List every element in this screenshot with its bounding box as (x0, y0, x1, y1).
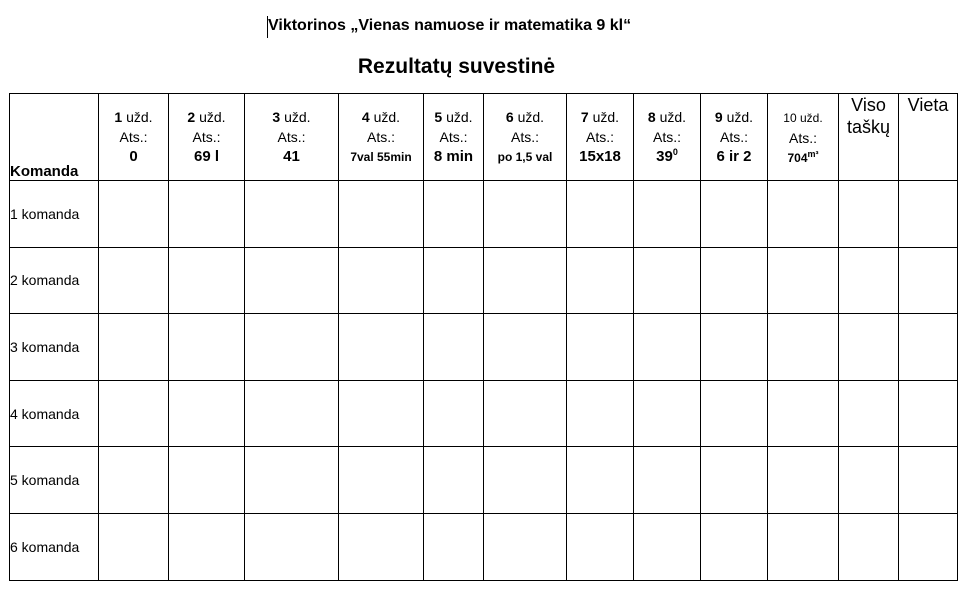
score-cell[interactable] (839, 380, 899, 447)
score-cell[interactable] (839, 513, 899, 580)
score-cell[interactable] (339, 247, 424, 314)
answer-label: Ats.: (510, 129, 539, 145)
score-cell[interactable] (567, 513, 634, 580)
score-cell[interactable] (701, 181, 768, 248)
answer-label: Ats.: (652, 129, 681, 145)
task-answer: 704 (787, 150, 808, 165)
score-cell[interactable] (768, 314, 839, 381)
task-number: 7 (580, 109, 589, 125)
task-answer: 41 (283, 148, 300, 165)
score-cell[interactable] (169, 314, 245, 381)
task-answer: 7val 55min (350, 150, 412, 164)
score-cell[interactable] (169, 380, 245, 447)
task-1-header (99, 94, 169, 181)
score-cell[interactable] (99, 247, 169, 314)
score-cell[interactable] (339, 181, 424, 248)
score-cell[interactable] (634, 181, 701, 248)
task-label: užd. (517, 109, 545, 125)
answer-label: Ats.: (585, 129, 614, 145)
task-answer: 39 (656, 148, 673, 165)
total-points-header (839, 94, 899, 181)
score-cell[interactable] (245, 181, 339, 248)
score-cell[interactable] (424, 447, 484, 514)
task-7-header (567, 94, 634, 181)
task-number: 9 (714, 109, 723, 125)
score-cell[interactable] (99, 181, 169, 248)
team-name: 6 komanda (10, 513, 99, 580)
team-name: 3 komanda (10, 314, 99, 381)
score-cell[interactable] (634, 314, 701, 381)
score-cell[interactable] (768, 181, 839, 248)
total-points-label-line2: taškų (846, 117, 891, 137)
score-cell[interactable] (424, 247, 484, 314)
score-cell[interactable] (634, 380, 701, 447)
task-label: užd. (284, 109, 311, 125)
score-cell[interactable] (484, 447, 567, 514)
score-cell[interactable] (339, 314, 424, 381)
answer-label: Ats.: (719, 129, 748, 145)
task-number: 1 (114, 109, 123, 125)
team-row (10, 380, 958, 447)
task-answer-wrap (768, 148, 838, 168)
task-9-header (701, 94, 768, 181)
task-label: užd. (373, 109, 401, 125)
team-row (10, 447, 958, 514)
results-body (10, 181, 958, 581)
score-cell[interactable] (169, 513, 245, 580)
total-points-label-line1: Viso (851, 95, 886, 115)
task-number: 6 (505, 109, 514, 125)
score-cell[interactable] (701, 314, 768, 381)
answer-label: Ats.: (192, 129, 221, 145)
score-cell[interactable] (99, 513, 169, 580)
score-cell[interactable] (245, 314, 339, 381)
score-cell[interactable] (169, 247, 245, 314)
task-number: 5 (434, 109, 443, 125)
score-cell[interactable] (484, 513, 567, 580)
team-row (10, 314, 958, 381)
task-answer: 0 (129, 148, 138, 165)
score-cell[interactable] (484, 314, 567, 381)
answer-label: Ats.: (439, 129, 468, 145)
score-cell[interactable] (169, 447, 245, 514)
score-cell[interactable] (567, 181, 634, 248)
score-cell[interactable] (768, 447, 839, 514)
score-cell[interactable] (484, 247, 567, 314)
score-cell[interactable] (245, 447, 339, 514)
team-name: 4 komanda (10, 380, 99, 447)
task-label: užd. (199, 109, 226, 125)
team-name: 1 komanda (10, 181, 99, 248)
score-cell[interactable] (899, 181, 958, 248)
task-answer-wrap (634, 147, 700, 167)
task-label: užd. (446, 109, 473, 125)
task-answer: 15x18 (579, 148, 621, 165)
score-cell[interactable] (899, 447, 958, 514)
team-row (10, 247, 958, 314)
score-cell[interactable] (768, 513, 839, 580)
score-cell[interactable] (567, 380, 634, 447)
score-cell[interactable] (424, 380, 484, 447)
score-cell[interactable] (245, 513, 339, 580)
score-cell[interactable] (424, 314, 484, 381)
task-answer-superscript: m³ (807, 148, 819, 159)
answer-label: Ats.: (277, 129, 306, 145)
score-cell[interactable] (839, 181, 899, 248)
task-answer: po 1,5 val (497, 150, 553, 164)
score-cell[interactable] (99, 314, 169, 381)
task-number: 3 (272, 109, 281, 125)
task-number: 4 (361, 109, 370, 125)
document-subtitle: Rezultatų suvestinė (357, 55, 556, 78)
score-cell[interactable] (339, 380, 424, 447)
task-label: užd. (800, 110, 823, 125)
score-cell[interactable] (99, 380, 169, 447)
task-3-header (245, 94, 339, 181)
score-cell[interactable] (567, 247, 634, 314)
score-cell[interactable] (634, 247, 701, 314)
team-row (10, 513, 958, 580)
task-5-header (424, 94, 484, 181)
task-4-header (339, 94, 424, 181)
score-cell[interactable] (339, 513, 424, 580)
score-cell[interactable] (701, 247, 768, 314)
score-cell[interactable] (768, 380, 839, 447)
score-cell[interactable] (567, 314, 634, 381)
score-cell[interactable] (701, 447, 768, 514)
score-cell[interactable] (484, 380, 567, 447)
score-cell[interactable] (567, 447, 634, 514)
place-header: Vieta (899, 94, 958, 181)
score-cell[interactable] (899, 314, 958, 381)
task-answer: 69 l (193, 148, 220, 165)
score-cell[interactable] (245, 380, 339, 447)
score-cell[interactable] (899, 380, 958, 447)
score-cell[interactable] (339, 447, 424, 514)
task-answer: 8 min (433, 148, 474, 165)
task-number: 10 (783, 110, 797, 125)
task-number: 8 (647, 109, 656, 125)
answer-label: Ats.: (366, 129, 395, 145)
score-cell[interactable] (899, 513, 958, 580)
score-cell[interactable] (245, 247, 339, 314)
score-cell[interactable] (701, 513, 768, 580)
score-cell[interactable] (701, 380, 768, 447)
task-10-header (768, 94, 839, 181)
score-cell[interactable] (424, 181, 484, 248)
task-label: užd. (592, 109, 620, 125)
team-column-header: Komanda (10, 94, 99, 181)
score-cell[interactable] (634, 513, 701, 580)
score-cell[interactable] (768, 247, 839, 314)
task-label: užd. (726, 109, 754, 125)
task-answer: 6 ir 2 (716, 148, 752, 165)
score-cell[interactable] (839, 247, 899, 314)
task-label: užd. (126, 109, 153, 125)
answer-label: Ats.: (788, 129, 817, 146)
task-6-header (484, 94, 567, 181)
score-cell[interactable] (99, 447, 169, 514)
team-name: 2 komanda (10, 247, 99, 314)
score-cell[interactable] (484, 181, 567, 248)
task-8-header (634, 94, 701, 181)
team-row (10, 181, 958, 248)
task-2-header (169, 94, 245, 181)
task-number: 2 (187, 109, 196, 125)
score-cell[interactable] (169, 181, 245, 248)
team-name: 5 komanda (10, 447, 99, 514)
results-table (9, 93, 958, 581)
score-cell[interactable] (899, 247, 958, 314)
score-cell[interactable] (424, 513, 484, 580)
score-cell[interactable] (839, 314, 899, 381)
task-answer-superscript: 0 (672, 147, 678, 157)
task-label: užd. (659, 109, 687, 125)
header-row (10, 94, 958, 181)
score-cell[interactable] (839, 447, 899, 514)
answer-label: Ats.: (119, 129, 148, 145)
document-title: Viktorinos „Vienas namuose ir matematika 9 kl“ (268, 17, 632, 34)
score-cell[interactable] (634, 447, 701, 514)
